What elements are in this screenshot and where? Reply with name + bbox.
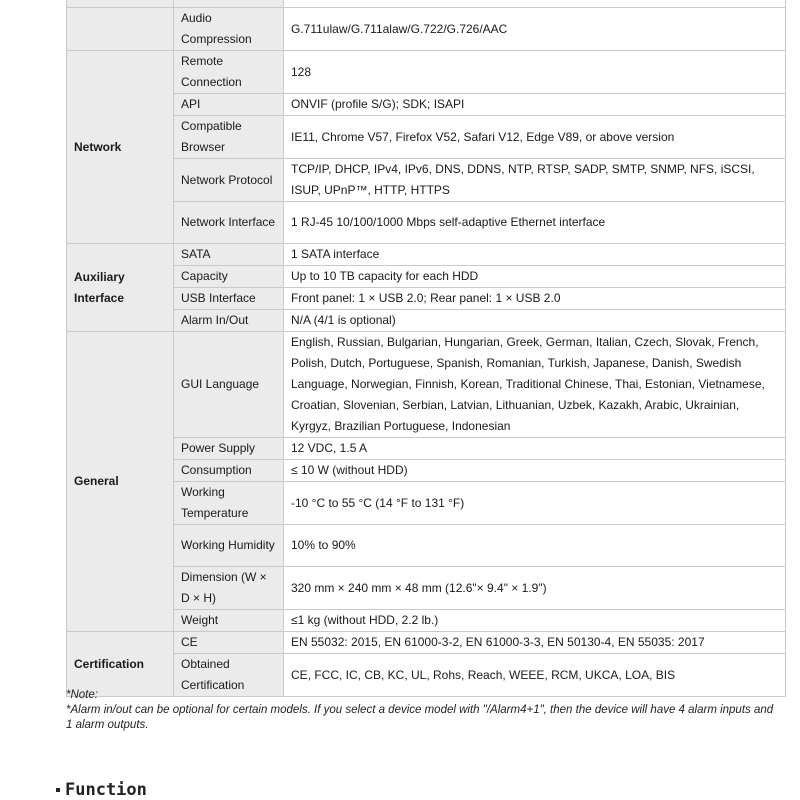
table-row (67, 632, 786, 654)
spec-value: ≤ 10 W (without HDD) (284, 460, 786, 482)
spec-label: Capacity (174, 266, 284, 288)
table-row (67, 332, 786, 438)
category-cell (67, 0, 174, 8)
table-row (67, 525, 786, 567)
spec-value (284, 0, 786, 8)
spec-value: N/A (4/1 is optional) (284, 310, 786, 332)
spec-label: GUI Language (174, 332, 284, 438)
spec-label: Remote Connection (174, 51, 284, 94)
spec-label: Working Humidity (174, 525, 284, 567)
spec-label: Audio Compression (174, 8, 284, 51)
spec-label: Dimension (W × D × H) (174, 567, 284, 610)
spec-label: Compatible Browser (174, 116, 284, 159)
category-auxiliary-interface: Auxiliary Interface (67, 244, 174, 332)
table-row (67, 438, 786, 460)
category-certification: Certification (67, 632, 174, 697)
section-title-text: Function (65, 780, 147, 800)
table-row (67, 310, 786, 332)
table-row (67, 288, 786, 310)
spec-label: Weight (174, 610, 284, 632)
table-row (67, 266, 786, 288)
note-text: *Alarm in/out can be optional for certain models. If you select a device model with "/Alarm4+1", then the device will have 4 alarm inputs and 1 alarm outputs. (66, 704, 774, 731)
spec-value: 12 VDC, 1.5 A (284, 438, 786, 460)
table-row (67, 244, 786, 266)
spec-label: Network Interface (174, 202, 284, 244)
spec-value: ONVIF (profile S/G); SDK; ISAPI (284, 94, 786, 116)
spec-value: EN 55032: 2015, EN 61000-3-2, EN 61000-3-3, EN 50130-4, EN 55035: 2017 (284, 632, 786, 654)
spec-value: G.711ulaw/G.711alaw/G.722/G.726/AAC (284, 8, 786, 51)
spec-label: Obtained Certification (174, 654, 284, 697)
spec-label: Power Supply (174, 438, 284, 460)
table-row (67, 94, 786, 116)
table-row (67, 116, 786, 159)
table-row (67, 460, 786, 482)
category-general: General (67, 332, 174, 632)
table-row (67, 159, 786, 202)
spec-label: Network Protocol (174, 159, 284, 202)
table-row (67, 8, 786, 51)
spec-value: 10% to 90% (284, 525, 786, 567)
table-row (67, 202, 786, 244)
spec-label: Working Temperature (174, 482, 284, 525)
spec-sheet (66, 0, 786, 697)
spec-value: 1 SATA interface (284, 244, 786, 266)
spec-label: Consumption (174, 460, 284, 482)
spec-value: Up to 10 TB capacity for each HDD (284, 266, 786, 288)
note-title: *Note: (66, 689, 98, 701)
spec-value: CE, FCC, IC, CB, KC, UL, Rohs, Reach, WEEE, RCM, UKCA, LOA, BIS (284, 654, 786, 697)
spec-value: IE11, Chrome V57, Firefox V52, Safari V12, Edge V89, or above version (284, 116, 786, 159)
spec-value: Front panel: 1 × USB 2.0; Rear panel: 1 × USB 2.0 (284, 288, 786, 310)
spec-label: SATA (174, 244, 284, 266)
bullet-icon (56, 788, 60, 792)
table-row (67, 482, 786, 525)
footnote (66, 688, 782, 733)
spec-label: API (174, 94, 284, 116)
spec-value: 1 RJ-45 10/100/1000 Mbps self-adaptive Ethernet interface (284, 202, 786, 244)
spec-label (174, 0, 284, 8)
spec-label: USB Interface (174, 288, 284, 310)
spec-value: ≤1 kg (without HDD, 2.2 lb.) (284, 610, 786, 632)
table-row (67, 0, 786, 8)
spec-value: TCP/IP, DHCP, IPv4, IPv6, DNS, DDNS, NTP, RTSP, SADP, SMTP, SNMP, NFS, iSCSI, ISUP, UPnP™, HTTP, HTTPS (284, 159, 786, 202)
spec-value: -10 °C to 55 °C (14 °F to 131 °F) (284, 482, 786, 525)
spec-value: English, Russian, Bulgarian, Hungarian, Greek, German, Italian, Czech, Slovak, French, Polish, Dutch, Portuguese, Spanish, Romanian, Turkish, Japanese, Danish, Swedish Language, Norwegian, Finnish, Korean, Traditional Chinese, Thai, Estonian, Vietnamese, Croatian, Slovenian, Serbian, Latvian, Lithuanian, Uzbek, Kazakh, Arabic, Ukrainian, Kyrgyz, Brazilian Portuguese, Indonesian (284, 332, 786, 438)
section-heading (56, 780, 147, 800)
spec-table (66, 0, 786, 697)
spec-value: 320 mm × 240 mm × 48 mm (12.6"× 9.4" × 1.9") (284, 567, 786, 610)
spec-label: Alarm In/Out (174, 310, 284, 332)
table-row (67, 51, 786, 94)
table-row (67, 567, 786, 610)
spec-value: 128 (284, 51, 786, 94)
table-row (67, 610, 786, 632)
category-cell (67, 8, 174, 51)
category-network: Network (67, 51, 174, 244)
spec-label: CE (174, 632, 284, 654)
